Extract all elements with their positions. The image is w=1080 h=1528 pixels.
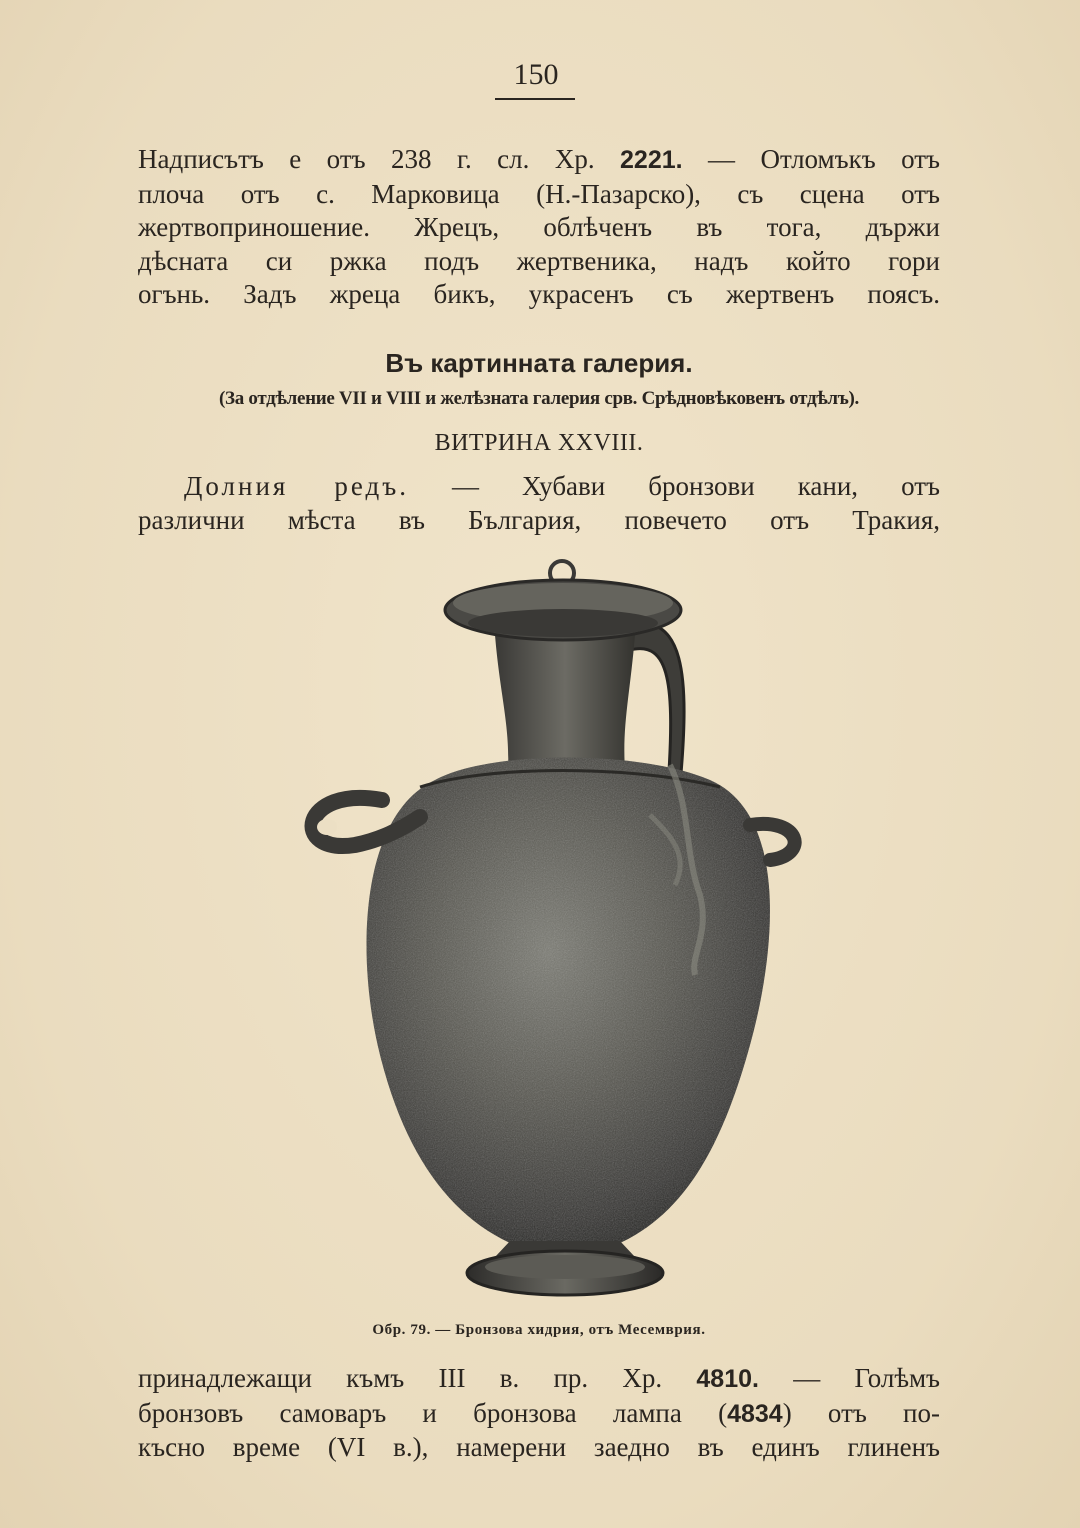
text-run: ) отъ по- bbox=[782, 1397, 940, 1428]
text-run: — Хубави бронзови кани, отъ bbox=[452, 471, 940, 501]
text-run: принадлежащи къмъ III в. пр. Хр. bbox=[138, 1363, 663, 1393]
text-run: бронзовъ самоваръ и бронзова лампа ( bbox=[138, 1397, 728, 1428]
text-line bbox=[138, 1362, 940, 1397]
neck-shape bbox=[495, 635, 635, 770]
text-line bbox=[138, 143, 940, 178]
text-line: дѣсната си ржка подъ жертвеника, надъ който гори bbox=[138, 245, 940, 276]
text-run: Надписътъ е отъ 238 г. сл. Хр. bbox=[138, 144, 595, 174]
catalog-number: 4810. bbox=[696, 1365, 759, 1393]
figure-caption: Обр. 79. — Бронзова хидрия, отъ Месемврия. bbox=[372, 1322, 706, 1338]
text-line: различни мѣста въ България, повечето отъ Тракия, bbox=[138, 504, 940, 535]
text-run: — Отломъкъ отъ bbox=[708, 144, 941, 174]
page-number: 150 bbox=[513, 58, 559, 91]
page-number-rule bbox=[495, 98, 575, 100]
text-line: жертвоприношение. Жрецъ, облѣченъ въ тога, държи bbox=[138, 212, 940, 242]
text-line bbox=[138, 470, 940, 504]
section-heading: Въ картинната галерия. bbox=[385, 348, 693, 378]
paragraph-top bbox=[138, 143, 940, 312]
text-line: огънь. Задъ жреца бикъ, украсенъ съ жертвенъ поясъ. bbox=[138, 279, 940, 309]
text-run: — Голѣмъ bbox=[793, 1363, 941, 1393]
paragraph-middle bbox=[138, 470, 940, 537]
catalog-number: 4834 bbox=[727, 1399, 783, 1428]
text-line bbox=[138, 1397, 940, 1432]
paragraph-bottom bbox=[138, 1362, 940, 1465]
text-line: плоча отъ с. Марковица (Н.-Пазарско), съ сцена отъ bbox=[138, 178, 940, 209]
text-line: късно време (VI в.), намерени заедно въ единъ глиненъ bbox=[138, 1432, 940, 1462]
catalog-number: 2221. bbox=[620, 146, 683, 174]
bronze-hydria-image bbox=[290, 555, 810, 1305]
spaced-lead: Долния редъ. bbox=[184, 471, 409, 501]
section-subheading: (За отдѣление VII и VIII и желѣзната галерия срв. Срѣдновѣковенъ отдѣлъ). bbox=[219, 388, 859, 409]
vitrina-title: ВИТРИНА XXVIII. bbox=[434, 430, 644, 456]
